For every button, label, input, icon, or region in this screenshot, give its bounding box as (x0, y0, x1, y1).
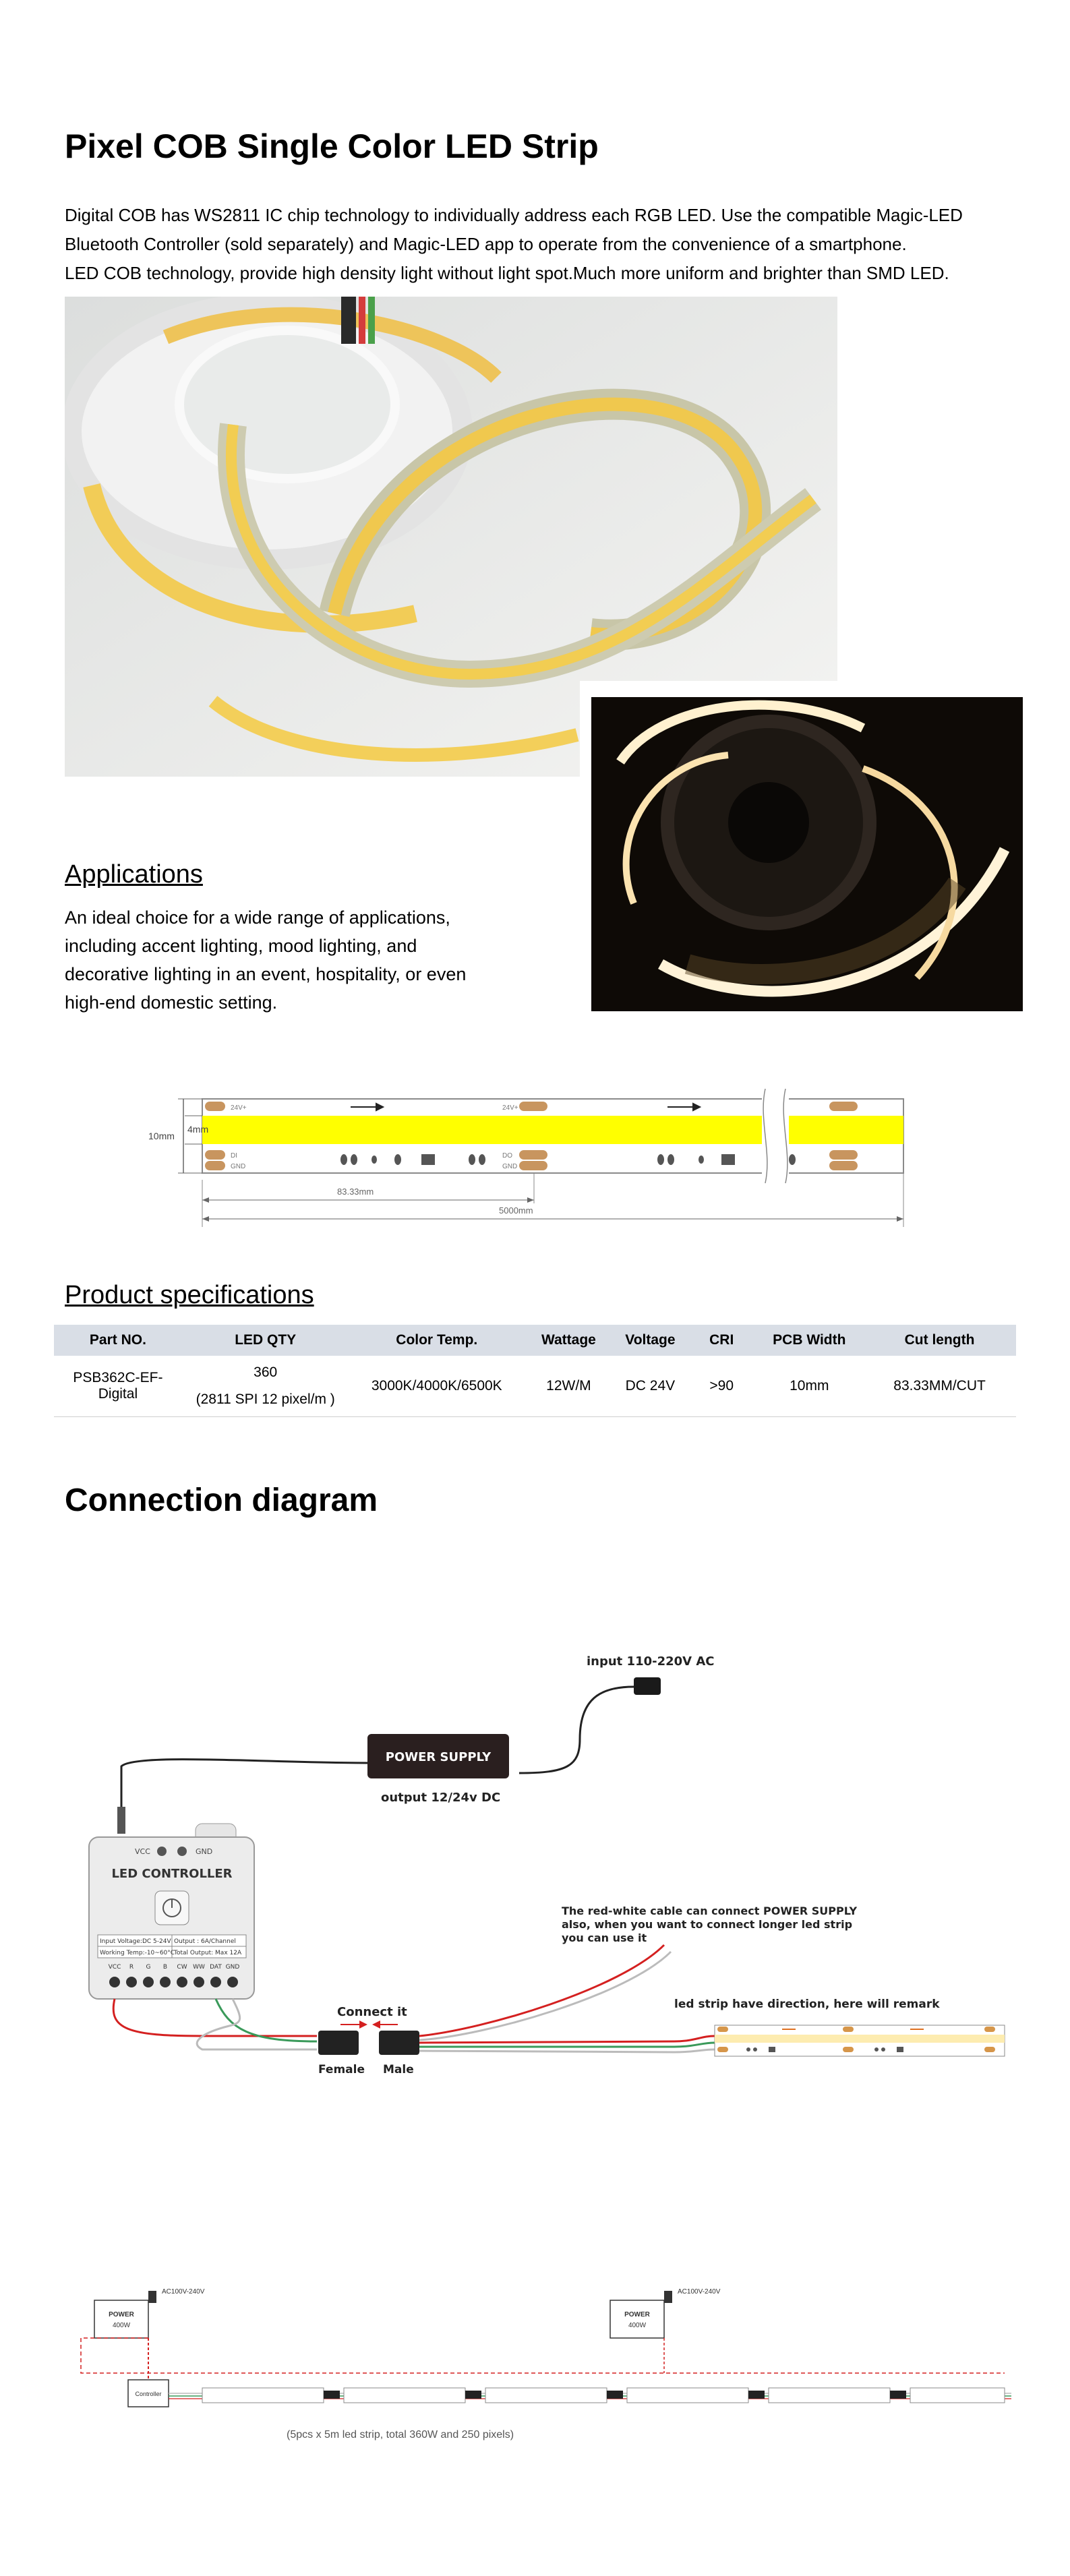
pad-do-label: DO (502, 1152, 512, 1160)
cell-cri: >90 (709, 1377, 734, 1394)
pad-gnd-label-mid: GND (502, 1163, 518, 1170)
output-label: output 12/24v DC (381, 1791, 501, 1805)
direction-note: led strip have direction, here will remark (674, 1998, 940, 2011)
applications-text (65, 903, 537, 1017)
connection-heading: Connection diagram (65, 1482, 378, 1518)
connection-diagram (67, 1638, 1011, 2124)
applications-line: An ideal choice for a wide range of applications, (65, 907, 450, 928)
spec-temp: Working Temp:-10~60°C (100, 1950, 175, 1956)
spec-output: Output : 6A/Channel (174, 1938, 236, 1945)
led-qty-detail: (2811 SPI 12 pixel/m ) (196, 1391, 335, 1407)
spec-header-row (54, 1325, 1016, 1356)
col-color-temp: Color Temp. (349, 1325, 525, 1356)
col-pcb-width: PCB Width (755, 1325, 863, 1356)
spec-total: Total Output: Max 12A (174, 1950, 242, 1956)
spec-table-wrap (54, 1325, 1016, 1417)
pin-label: VCC (108, 1964, 121, 1971)
red-white-note-line: The red-white cable can connect POWER SUPPLY (562, 1905, 858, 1917)
inner-label: 4mm (187, 1124, 209, 1135)
ac-label: AC100V-240V (678, 2288, 721, 2296)
extended-connection-diagram (54, 2265, 1018, 2461)
vcc-label: VCC (135, 1847, 150, 1856)
col-cut-length: Cut length (863, 1325, 1016, 1356)
cell-color-temp: 3000K/4000K/6500K (371, 1377, 502, 1394)
led-qty-count: 360 (254, 1364, 278, 1380)
red-white-note-line: also, when you want to connect longer led strip (562, 1918, 853, 1931)
intro-line: Bluetooth Controller (sold separately) and Magic-LED app to operate from the convenience of a smartphone. (65, 234, 907, 254)
pin-label: GND (225, 1964, 240, 1971)
product-photo-lit (580, 681, 1025, 1018)
pin-label: R (129, 1964, 134, 1971)
col-cri: CRI (688, 1325, 756, 1356)
col-part-no: Part NO. (54, 1325, 182, 1356)
controller-label: Controller (135, 2391, 162, 2397)
applications-heading: Applications (65, 860, 203, 889)
input-label: input 110-220V AC (587, 1654, 715, 1669)
pin-label: G (146, 1964, 151, 1971)
pad-gnd-label: GND (231, 1163, 246, 1170)
col-wattage: Wattage (525, 1325, 613, 1356)
cell-wattage: 12W/M (546, 1377, 591, 1394)
spec-input: Input Voltage:DC 5-24V (100, 1938, 171, 1945)
dimension-diagram (135, 1079, 917, 1234)
watt-label: 400W (628, 2322, 647, 2329)
ac-label: AC100V-240V (162, 2288, 205, 2296)
connect-it-label: Connect it (337, 2005, 407, 2019)
pad-plus-label: 24V+ (231, 1104, 247, 1112)
spec-table (54, 1325, 1016, 1417)
gnd-label: GND (196, 1847, 213, 1856)
power-label: POWER (109, 2311, 134, 2318)
table-row (54, 1356, 1016, 1416)
intro-line: LED COB technology, provide high density light without light spot.Much more uniform and brighter than SMD LED. (65, 263, 949, 283)
pad-plus-label-mid: 24V+ (502, 1104, 518, 1112)
power-unit-right (610, 2288, 721, 2338)
col-led-qty: LED QTY (182, 1325, 349, 1356)
applications-line: decorative lighting in an event, hospitality, or even (65, 964, 467, 984)
controller-title: LED CONTROLLER (111, 1867, 233, 1881)
power-supply-label: POWER SUPPLY (385, 1750, 492, 1764)
cell-part-no: PSB362C-EF-Digital (73, 1369, 163, 1402)
male-label: Male (383, 2063, 414, 2076)
red-white-note-line: you can use it (562, 1931, 647, 1944)
pad-di-label: DI (231, 1152, 237, 1160)
dc-jack-icon (117, 1807, 125, 1834)
cell-pcb-width: 10mm (790, 1377, 829, 1394)
total-length-label: 5000mm (499, 1205, 533, 1216)
pin-label: WW (193, 1964, 205, 1971)
cell-voltage: DC 24V (625, 1377, 676, 1394)
female-connector (318, 2031, 359, 2055)
intro-line: Digital COB has WS2811 IC chip technology to individually address each RGB LED. Use the compatible Magic-LED (65, 205, 963, 225)
pin-label: B (162, 1964, 168, 1971)
male-connector (379, 2031, 419, 2055)
page-title: Pixel COB Single Color LED Strip (65, 127, 599, 165)
power-label: POWER (624, 2311, 650, 2318)
specs-heading: Product specifications (65, 1281, 314, 1309)
height-label: 10mm (148, 1131, 175, 1141)
pin-label: CW (177, 1964, 187, 1971)
extended-caption: (5pcs x 5m led strip, total 360W and 250 pixels) (287, 2429, 514, 2440)
col-voltage: Voltage (613, 1325, 688, 1356)
cell-led-qty (182, 1356, 349, 1416)
pin-label: DAT (210, 1964, 222, 1971)
intro-paragraph (65, 201, 1022, 288)
cut-length-label: 83.33mm (337, 1187, 374, 1197)
applications-line: high-end domestic setting. (65, 992, 278, 1013)
power-unit-left (94, 2288, 205, 2338)
applications-line: including accent lighting, mood lighting, and (65, 936, 417, 956)
ac-plug-icon (634, 1677, 661, 1695)
watt-label: 400W (112, 2322, 131, 2329)
cell-cut-length: 83.33MM/CUT (893, 1377, 986, 1394)
female-label: Female (318, 2063, 365, 2076)
strip-segments (202, 2388, 1005, 2403)
